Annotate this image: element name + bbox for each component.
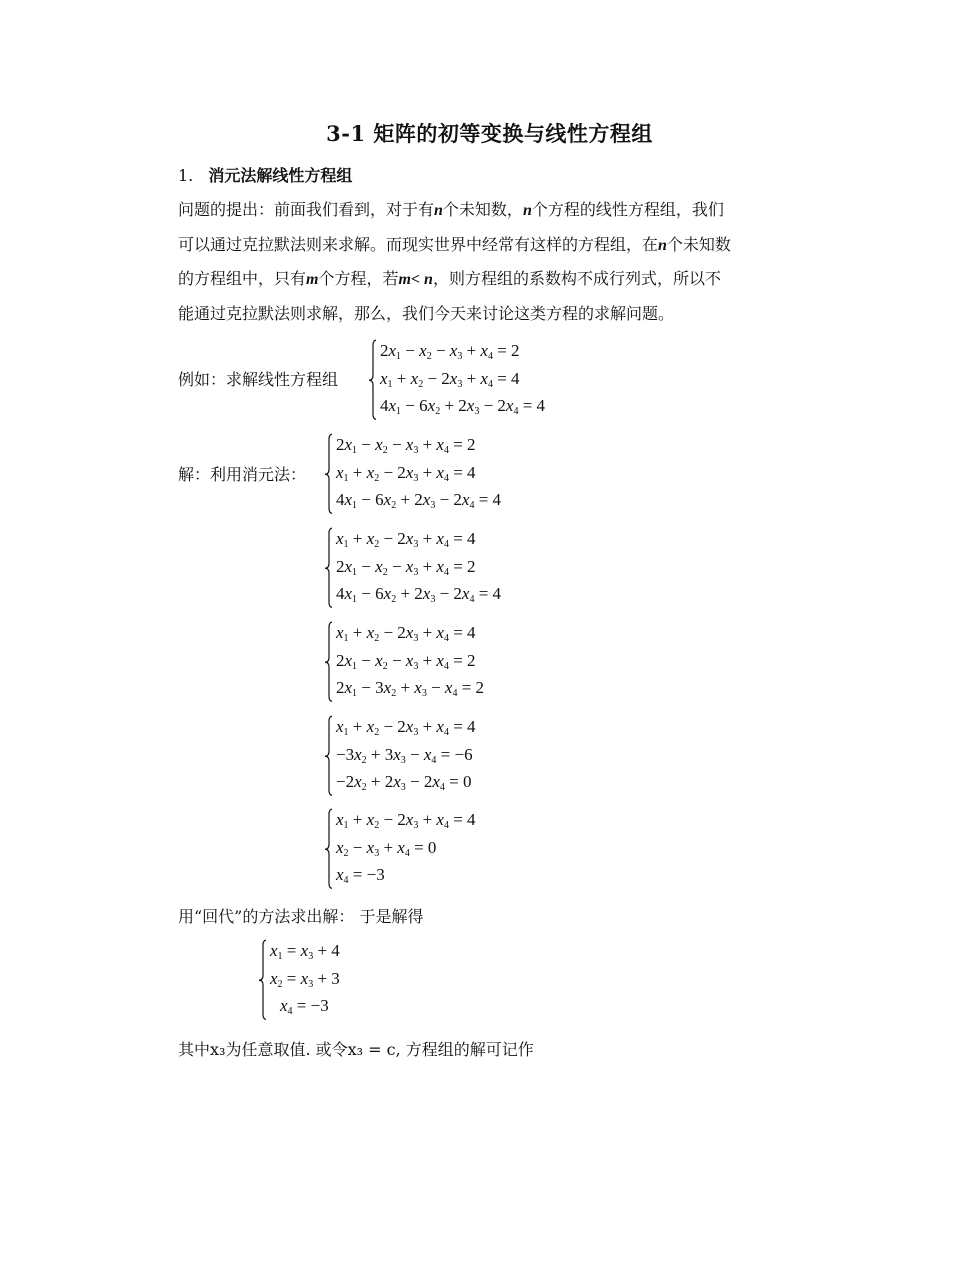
equation-row: $x_1 + x_2 - 2x_3 + x_4 = 4$ [380,368,520,390]
equation-row: $x_1 + x_2 - 2x_3 + x_4 = 4$ [336,623,476,644]
equation-row: $2x_1 - x_2 - x_3 + x_4 = 2$ [380,341,520,362]
left-brace-icon [368,339,376,422]
intro-line-3: 的方程组中，只有m个方程，若m< n，则方程组的系数构不成行列式，所以不 [178,269,721,288]
equation-rows [270,937,340,1020]
equation-row: $x_1 + x_2 - 2x_3 + x_4 = 4$ [336,462,476,484]
equation-row: $x_2 = x_3 + 3$ [270,968,340,990]
equation-rows [336,619,484,702]
equation-row: $x_1 + x_2 - 2x_3 + x_4 = 4$ [336,717,476,738]
equation-rows [336,806,476,889]
section-title: 消元法解线性方程组 [208,166,353,185]
equation-rows [336,713,476,796]
intro-line-4: 能通过克拉默法则求解，那么，我们今天来讨论这类方程的求解问题。 [178,303,675,323]
equation-rows [336,525,501,608]
page-title: 3-1 矩阵的初等变换与线性方程组 [326,121,653,146]
intro-line-2: 可以通过克拉默法则来求解。而现实世界中经常有这样的方程组，在n个未知数 [178,234,731,254]
equation-row: $2x_1 - 3x_2 + x_3 - x_4 = 2$ [336,678,485,699]
left-brace-icon [324,433,332,516]
final-note: 其中x₃为任意取值. 或令x₃ = c, 方程组的解可记作 [178,1040,534,1059]
left-brace-icon [324,715,332,798]
intro-line-1: 问题的提出：前面我们看到，对于有n个未知数，n个方程的线性方程组，我们 [178,200,724,219]
equation-row: $x_4 = -3$ [280,996,329,1017]
back-substitution-label: 用“回代”的方法求出解： 于是解得 [178,907,424,926]
left-brace-icon [324,621,332,704]
equation-row: $-2x_2 + 2x_3 - 2x_4 = 0$ [336,772,472,793]
left-brace-icon [258,939,266,1022]
example-label: 例如：求解线性方程组 [178,370,339,389]
section-heading [178,163,352,186]
intro-paragraph [178,193,803,331]
equation-rows [380,337,545,420]
equation-row: $x_1 = x_3 + 4$ [270,941,340,962]
equation-row: $2x_1 - x_2 - x_3 + x_4 = 2$ [336,650,476,672]
equation-row: $4x_1 - 6x_2 + 2x_3 - 2x_4 = 4$ [336,490,502,511]
equation-row: $x_2 - x_3 + x_4 = 0$ [336,837,437,859]
equation-row: $4x_1 - 6x_2 + 2x_3 - 2x_4 = 4$ [336,584,502,605]
equation-row: $4x_1 - 6x_2 + 2x_3 - 2x_4 = 4$ [380,396,546,417]
section-number: 1. [178,166,194,185]
equation-row: $x_1 + x_2 - 2x_3 + x_4 = 4$ [336,529,476,550]
equation-row: $2x_1 - x_2 - x_3 + x_4 = 2$ [336,556,476,578]
equation-rows [336,431,501,514]
left-brace-icon [324,527,332,610]
equation-row: $x_4 = -3$ [336,865,385,886]
left-brace-icon [324,808,332,891]
equation-row: $x_1 + x_2 - 2x_3 + x_4 = 4$ [336,810,476,831]
equation-row: $-3x_2 + 3x_3 - x_4 = -6$ [336,744,473,766]
solution-label: 解：利用消元法： [178,465,307,484]
equation-row: $2x_1 - x_2 - x_3 + x_4 = 2$ [336,435,476,456]
